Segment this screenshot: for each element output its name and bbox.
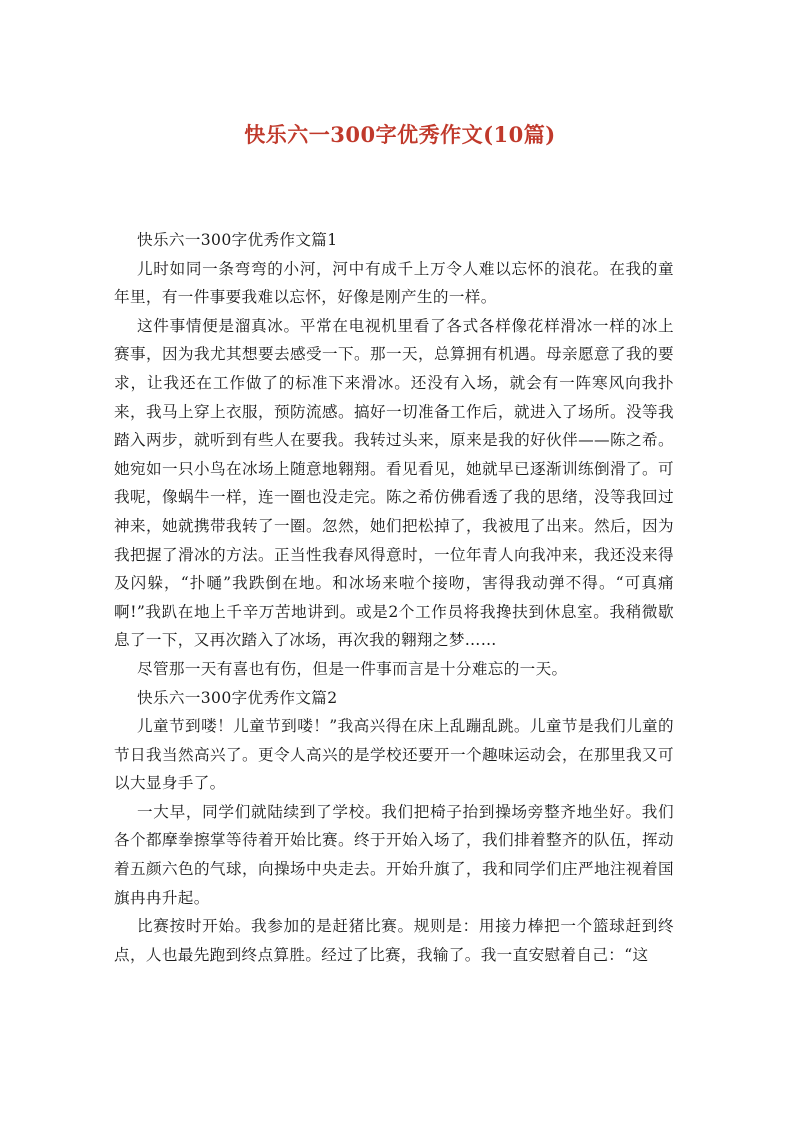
essay-section-2: [114, 684, 674, 970]
essay-section-1: [114, 226, 674, 684]
document-title: 快乐六一300字优秀作文(10篇): [244, 122, 556, 147]
paragraph: 儿时如同一条弯弯的小河，河中有成千上万令人难以忘怀的浪花。在我的童年里，有一件事要我难以忘怀，好像是刚产生的一样。: [114, 259, 674, 307]
section-heading: 快乐六一300字优秀作文篇1: [137, 231, 338, 249]
paragraph: 一大早，同学们就陆续到了学校。我们把椅子抬到操场旁整齐地坐好。我们各个都摩拳擦掌等待着开始比赛。终于开始入场了，我们排着整齐的队伍，挥动着五颜六色的气球，向操场中央走去。开始升旗了，我和同学们庄严地注视着国旗冉冉升起。: [114, 802, 674, 907]
paragraph: 比赛按时开始。我参加的是赶猪比赛。规则是：用接力棒把一个篮球赶到终点，人也最先跑到终点算胜。经过了比赛，我输了。我一直安慰着自己：“这: [114, 917, 674, 964]
document-body: [114, 226, 674, 969]
section-heading: 快乐六一300字优秀作文篇2: [137, 688, 338, 707]
paragraph: 这件事情便是溜真冰。平常在电视机里看了各式各样像花样滑冰一样的冰上赛事，因为我尤其想要去感受一下。那一天，总算拥有机遇。母亲愿意了我的要求，让我还在工作做了的标准下来滑冰。还没有入场，就会有一阵寒风向我扑来，我马上穿上衣服，预防流感。搞好一切准备工作后，就进入了场所。没等我踏入两步，就听到有些人在要我。我转过头来，原来是我的好伙伴——陈之希。她宛如一只小鸟在冰场上随意地翱翔。看见看见，她就早已逐渐训练倒滑了。可我呢，像蜗牛一样，连一圈也没走完。陈之希仿佛看透了我的思绪，没等我回过神来，她就携带我转了一圈。忽然，她们把松掉了，我被甩了出来。然后，因为我把握了滑冰的方法。正当性我春风得意时，一位年青人向我冲来，我还没来得及闪躲，“扑嗵”我跌倒在地。和冰场来啦个接吻，害得我动弹不得。“可真痛啊!”我趴在地上千辛万苦地讲到。或是2个工作员将我搀扶到休息室。我稍微歇息了一下，又再次踏入了冰场，再次我的翱翔之梦……: [114, 316, 674, 650]
paragraph: 尽管那一天有喜也有伤，但是一件事而言是十分难忘的一天。: [137, 659, 568, 678]
paragraph: 儿童节到喽！儿童节到喽！”我高兴得在床上乱蹦乱跳。儿童节是我们儿童的节日我当然高兴了。更令人高兴的是学校还要开一个趣味运动会，在那里我又可以大显身手了。: [114, 717, 674, 793]
